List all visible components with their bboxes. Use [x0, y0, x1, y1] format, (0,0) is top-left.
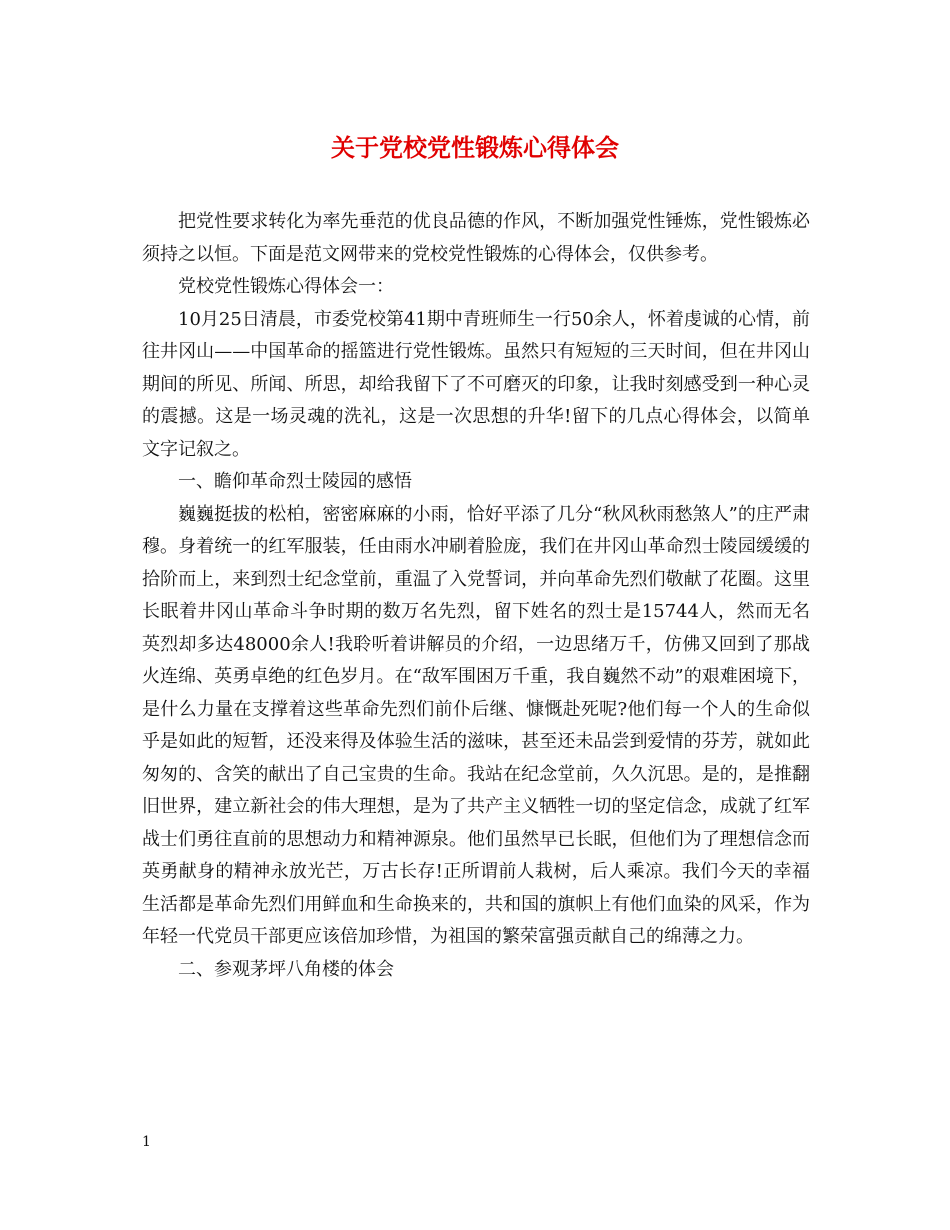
section-heading-cemetery: 一、瞻仰革命烈士陵园的感悟: [178, 471, 412, 492]
page-number: 1: [142, 1134, 151, 1150]
document-title: 关于党校党性锻炼心得体会: [331, 133, 619, 162]
section-heading-experience-one: 党校党性锻炼心得体会一：: [178, 276, 394, 297]
section-heading-octagon-tower: 二、参观茅坪八角楼的体会: [178, 958, 394, 980]
body-paragraph: 巍巍挺拔的松柏，密密麻麻的小雨，恰好平添了几分“秋风秋雨愁煞人”的庄严肃穆。身着统一的红军服装，任由雨水冲刷着脸庞，我们在井冈山革命烈士陵园缓缓的拾阶而上，来到烈士纪念堂前，重温了入党誓词，并向革命先烈们敬献了花圈。这里长眠着井冈山革命斗争时期的数万名先烈，留下姓名的烈士是15744人，然而无名英烈却多达48000余人!我聆听着讲解员的介绍，一边思绪万千，仿佛又回到了那战火连绵、英勇卓绝的红色岁月。在“敌军围困万千重，我自巍然不动”的艰难困境下，是什么力量在支撑着这些革命先烈们前仆后继、慷慨赴死呢?他们每一个人的生命似乎是如此的短暂，还没来得及体验生活的滋味，甚至还未品尝到爱情的芬芳，就如此匆匆的、含笑的献出了自己宝贵的生命。我站在纪念堂前，久久沉思。是的，是推翻旧世界，建立新社会的伟大理想，是为了共产主义牺牲一切的坚定信念，成就了红军战士们勇往直前的思想动力和精神源泉。他们虽然早已长眠，但他们为了理想信念而英勇献身的精神永放光芒，万古长存!正所谓前人栽树，后人乘凉。我们今天的幸福生活都是革命先烈们用鲜血和生命换来的，共和国的旗帜上有他们血染的风采，作为年轻一代党员干部更应该倍加珍惜，为祖国的繁荣富强贡献自己的绵薄之力。: [142, 503, 810, 947]
body-paragraph: 10月25日清晨，市委党校第41期中青班师生一行50余人，怀着虔诚的心情，前往井冈山——中国革命的摇篮进行党性锻炼。虽然只有短短的三天时间，但在井冈山期间的所见、所闻、所思，却给我留下了不可磨灭的印象，让我时刻感受到一种心灵的震撼。这是一场灵魂的洗礼，这是一次思想的升华!留下的几点心得体会，以简单文字记叙之。: [142, 308, 810, 460]
document-body: [142, 206, 810, 986]
intro-paragraph: 把党性要求转化为率先垂范的优良品德的作风，不断加强党性锤炼，党性锻炼必须持之以恒。下面是范文网带来的党校党性锻炼的心得体会，仅供参考。: [142, 211, 810, 265]
